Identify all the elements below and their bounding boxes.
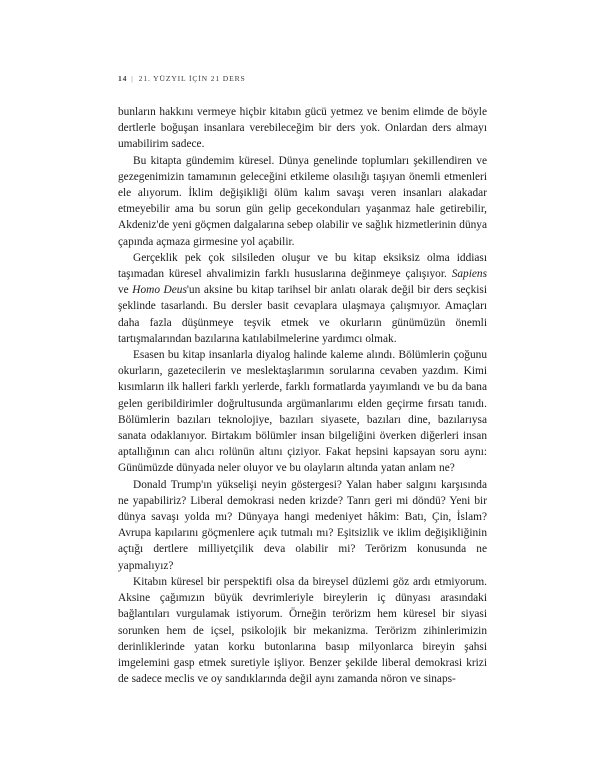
running-head-separator: | [131,74,134,83]
paragraph-5: Donald Trump'ın yükselişi neyin göstergesi? Yalan haber salgını karşısında ne yapabiliriz? Liberal demokrasi neden krizde? Tanrı geri mi döndü? Yeni bir dünya savaşı yolda mı? Dünyaya hangi medeniyet hâkim: Batı, Çin, İslam? Avrupa kapılarını göçmenlere açık tutmalı mı? Eşitsizlik ve iklim değişikliğinin açtığı dertlere milliyetçilik deva olabilir mi? Terörizm konusunda ne yapmalıyız? [118,478,487,572]
paragraph-6: Kitabın küresel bir perspektifi olsa da bireysel düzlemi göz ardı etmiyorum. Aksine çağımızın büyük devrimleriyle bireylerin iç dünyası arasındaki bağlantıları vurgulamak istiyorum. Örneğin terörizm hem küresel bir siyasi sorunken hem de içsel, psikolojik bir mekanizma. Terörizm zihinlerimizin derinliklerinde yatan korku butonlarına basıp milyonlarca bireyin şahsi imgelemini gasp etmek suretiyle işliyor. Benzer şekilde liberal demokrasi krizi de sadece meclis ve oy sandıklarında değil aynı zamanda nöron ve sinaps- [118,575,487,686]
running-head-title: 21. YÜZYIL İÇİN 21 DERS [138,74,246,83]
paragraph-3: Gerçeklik pek çok silsileden oluşur ve bu kitap eksiksiz olma iddiası taşımadan küresel ahvalimizin farklı hususlarına değinmeye çalışıyor. Sapiens ve Homo Deus'un aksine bu kitap tarihsel bir anlatı olarak değil bir ders seçkisi şeklinde tasarlandı. Bu dersler basit cevaplara ulaşmaya çalışmıyor. Amaçları daha fazla düşünmeye teşvik etmek ve okurların günümüzün önemli tartışmalarından bazılarına katılabilmelerine yardımcı olmak. [118,251,487,345]
italic-title: Sapiens [451,268,487,281]
italic-title: Homo Deus [132,284,187,297]
paragraph-4: Esasen bu kitap insanlarla diyalog halinde kaleme alındı. Bölümlerin çoğunu okurların, gazetecilerin ve meslektaşlarımın sorularına cevaben yazdım. Kimi kısımların ilk halleri farklı yerlerde, farklı formatlarda yayımlandı ve bu da bana gelen geribildirimler doğrultusunda argümanlarımı elden geçirme fırsatı tanıdı. Bölümlerin bazıları teknolojiye, bazıları siyasete, bazıları dine, bazılarıysa sanata odaklanıyor. Birtakım bölümler insan bilgeliğini överken diğerleri insan aptallığının can alıcı rolünün altını çiziyor. Fakat hepsini kapsayan soru aynı: Günümüzde dünyada neler oluyor ve bu olayların altında yatan anlam ne? [118,349,487,475]
running-head [118,74,488,83]
body-text-block [118,104,487,687]
page-folio-number: 14 [118,74,128,83]
paragraph-1: bunların hakkını vermeye hiçbir kitabın gücü yetmez ve benim elimde de böyle dertlerle boğuşan insanlara verebileceğim bir ders yok. Onlardan ders almayı umabilirim sadece. [118,106,487,151]
paragraph-2: Bu kitapta gündemim küresel. Dünya genelinde toplumları şekillendiren ve gezegenimizin tamamının geleceğini etkileme olasılığı taşıyan önemli etmenleri ele alıyorum. İklim değişikliği ölüm kalım savaşı veren insanları alakadar etmeyebilir ama bu sorun gün gelip gecekonduları yaşanmaz hale getirebilir, Akdeniz'de yeni göçmen dalgalarına sebep olabilir ve sağlık hizmetlerinin dünya çapında açmaza girmesine yol açabilir. [118,154,487,248]
